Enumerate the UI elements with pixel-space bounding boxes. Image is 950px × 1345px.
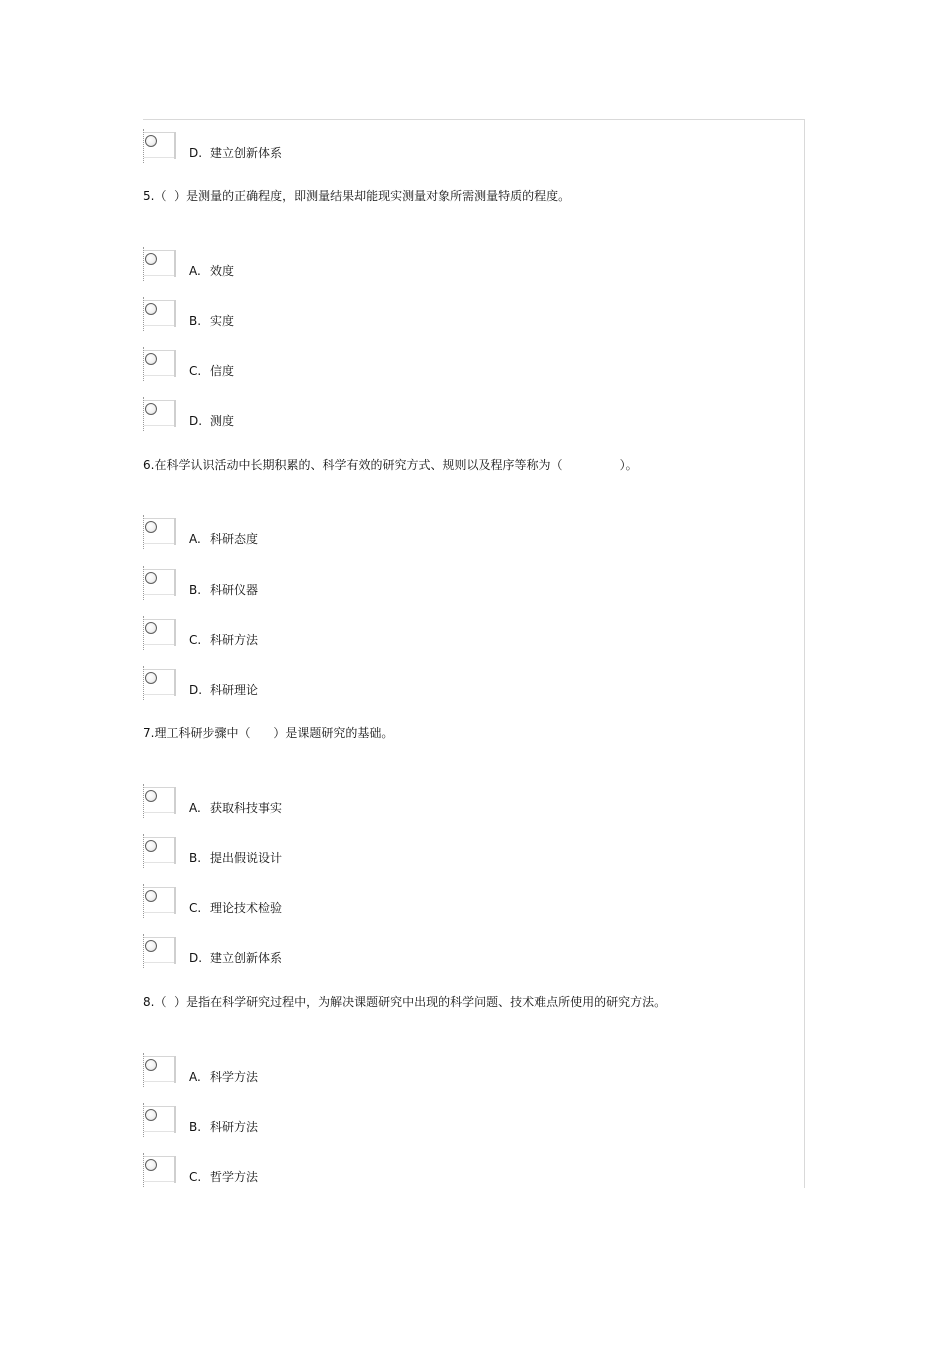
question-text: （ ）是测量的正确程度，即测量结果却能现实测量对象所需测量特质的程度。: [154, 189, 571, 203]
question-6: [143, 458, 638, 472]
option-row-q6-b[interactable]: [143, 566, 743, 602]
option-letter: D.: [189, 951, 203, 965]
radio-circle-icon[interactable]: [145, 840, 157, 852]
option-letter: A.: [189, 532, 201, 546]
radio-circle-icon[interactable]: [145, 890, 157, 902]
option-text: 科研仪器: [210, 583, 259, 597]
option-row-q6-a[interactable]: [143, 515, 743, 551]
option-letter: A.: [189, 801, 201, 815]
option-row-q5-c[interactable]: [143, 347, 743, 383]
radio-button[interactable]: [143, 1153, 176, 1187]
radio-circle-icon[interactable]: [145, 403, 157, 415]
option-letter: C.: [189, 633, 202, 647]
option-row-q6-c[interactable]: [143, 616, 743, 652]
option-letter: C.: [189, 901, 202, 915]
radio-circle-icon[interactable]: [145, 672, 157, 684]
radio-circle-icon[interactable]: [145, 135, 157, 147]
option-row-q7-a[interactable]: [143, 784, 743, 820]
question-number: 8.: [143, 995, 155, 1009]
option-letter: B.: [189, 583, 202, 597]
radio-button[interactable]: [143, 566, 176, 600]
question-text: 理工科研步骤中（ ）是课题研究的基础。: [154, 726, 394, 740]
option-text: 效度: [210, 264, 235, 278]
radio-circle-icon[interactable]: [145, 303, 157, 315]
radio-button[interactable]: [143, 347, 176, 381]
radio-circle-icon[interactable]: [145, 1059, 157, 1071]
radio-button[interactable]: [143, 616, 176, 650]
option-row-q5-a[interactable]: [143, 247, 743, 283]
radio-button[interactable]: [143, 297, 176, 331]
radio-circle-icon[interactable]: [145, 1159, 157, 1171]
option-text: 科研方法: [210, 633, 259, 647]
question-7: [143, 726, 393, 740]
radio-circle-icon[interactable]: [145, 253, 157, 265]
question-text: 在科学认识活动中长期积累的、科学有效的研究方式、规则以及程序等称为（ ）。: [154, 458, 638, 472]
radio-circle-icon[interactable]: [145, 353, 157, 365]
question-number: 5.: [143, 189, 155, 203]
radio-button[interactable]: [143, 247, 176, 281]
option-text: 理论技术检验: [210, 901, 283, 915]
option-text: 建立创新体系: [210, 951, 283, 965]
option-text: 建立创新体系: [210, 146, 283, 160]
radio-button[interactable]: [143, 784, 176, 818]
option-text: 科研态度: [210, 532, 259, 546]
radio-button[interactable]: [143, 834, 176, 868]
option-text: 信度: [210, 364, 235, 378]
radio-circle-icon[interactable]: [145, 940, 157, 952]
option-text: 科学方法: [210, 1070, 259, 1084]
option-text: 实度: [210, 314, 235, 328]
option-letter: A.: [189, 264, 201, 278]
option-row-q7-b[interactable]: [143, 834, 743, 870]
option-letter: D.: [189, 683, 203, 697]
option-text: 科研理论: [210, 683, 259, 697]
option-text: 提出假说设计: [210, 851, 283, 865]
radio-circle-icon[interactable]: [145, 572, 157, 584]
option-row-q8-a[interactable]: [143, 1053, 743, 1089]
radio-button[interactable]: [143, 1103, 176, 1137]
radio-button[interactable]: [143, 1053, 176, 1087]
option-row-q8-c[interactable]: [143, 1153, 743, 1189]
option-letter: B.: [189, 851, 202, 865]
radio-button[interactable]: [143, 666, 176, 700]
question-8: [143, 995, 666, 1009]
question-number: 6.: [143, 458, 155, 472]
radio-button[interactable]: [143, 129, 176, 163]
option-row-q6-d[interactable]: [143, 666, 743, 702]
option-letter: C.: [189, 1170, 202, 1184]
question-number: 7.: [143, 726, 155, 740]
option-letter: C.: [189, 364, 202, 378]
radio-button[interactable]: [143, 884, 176, 918]
option-row-q5-d[interactable]: [143, 397, 743, 433]
option-text: 获取科技事实: [210, 801, 283, 815]
option-text: 科研方法: [210, 1120, 259, 1134]
radio-button[interactable]: [143, 397, 176, 431]
option-row-q7-c[interactable]: [143, 884, 743, 920]
radio-button[interactable]: [143, 515, 176, 549]
option-letter: D.: [189, 414, 203, 428]
option-letter: B.: [189, 314, 202, 328]
radio-circle-icon[interactable]: [145, 790, 157, 802]
radio-circle-icon[interactable]: [145, 622, 157, 634]
radio-button[interactable]: [143, 934, 176, 968]
radio-circle-icon[interactable]: [145, 521, 157, 533]
option-text: 哲学方法: [210, 1170, 259, 1184]
option-letter: B.: [189, 1120, 202, 1134]
option-text: 测度: [210, 414, 235, 428]
option-row-q8-b[interactable]: [143, 1103, 743, 1139]
option-row-q7-d[interactable]: [143, 934, 743, 970]
question-text: （ ）是指在科学研究过程中，为解决课题研究中出现的科学问题、技术难点所使用的研究方法。: [154, 995, 667, 1009]
option-row-q4-d[interactable]: [143, 129, 743, 165]
option-letter: A.: [189, 1070, 201, 1084]
option-letter: D.: [189, 146, 203, 160]
question-5: [143, 189, 570, 203]
option-row-q5-b[interactable]: [143, 297, 743, 333]
radio-circle-icon[interactable]: [145, 1109, 157, 1121]
